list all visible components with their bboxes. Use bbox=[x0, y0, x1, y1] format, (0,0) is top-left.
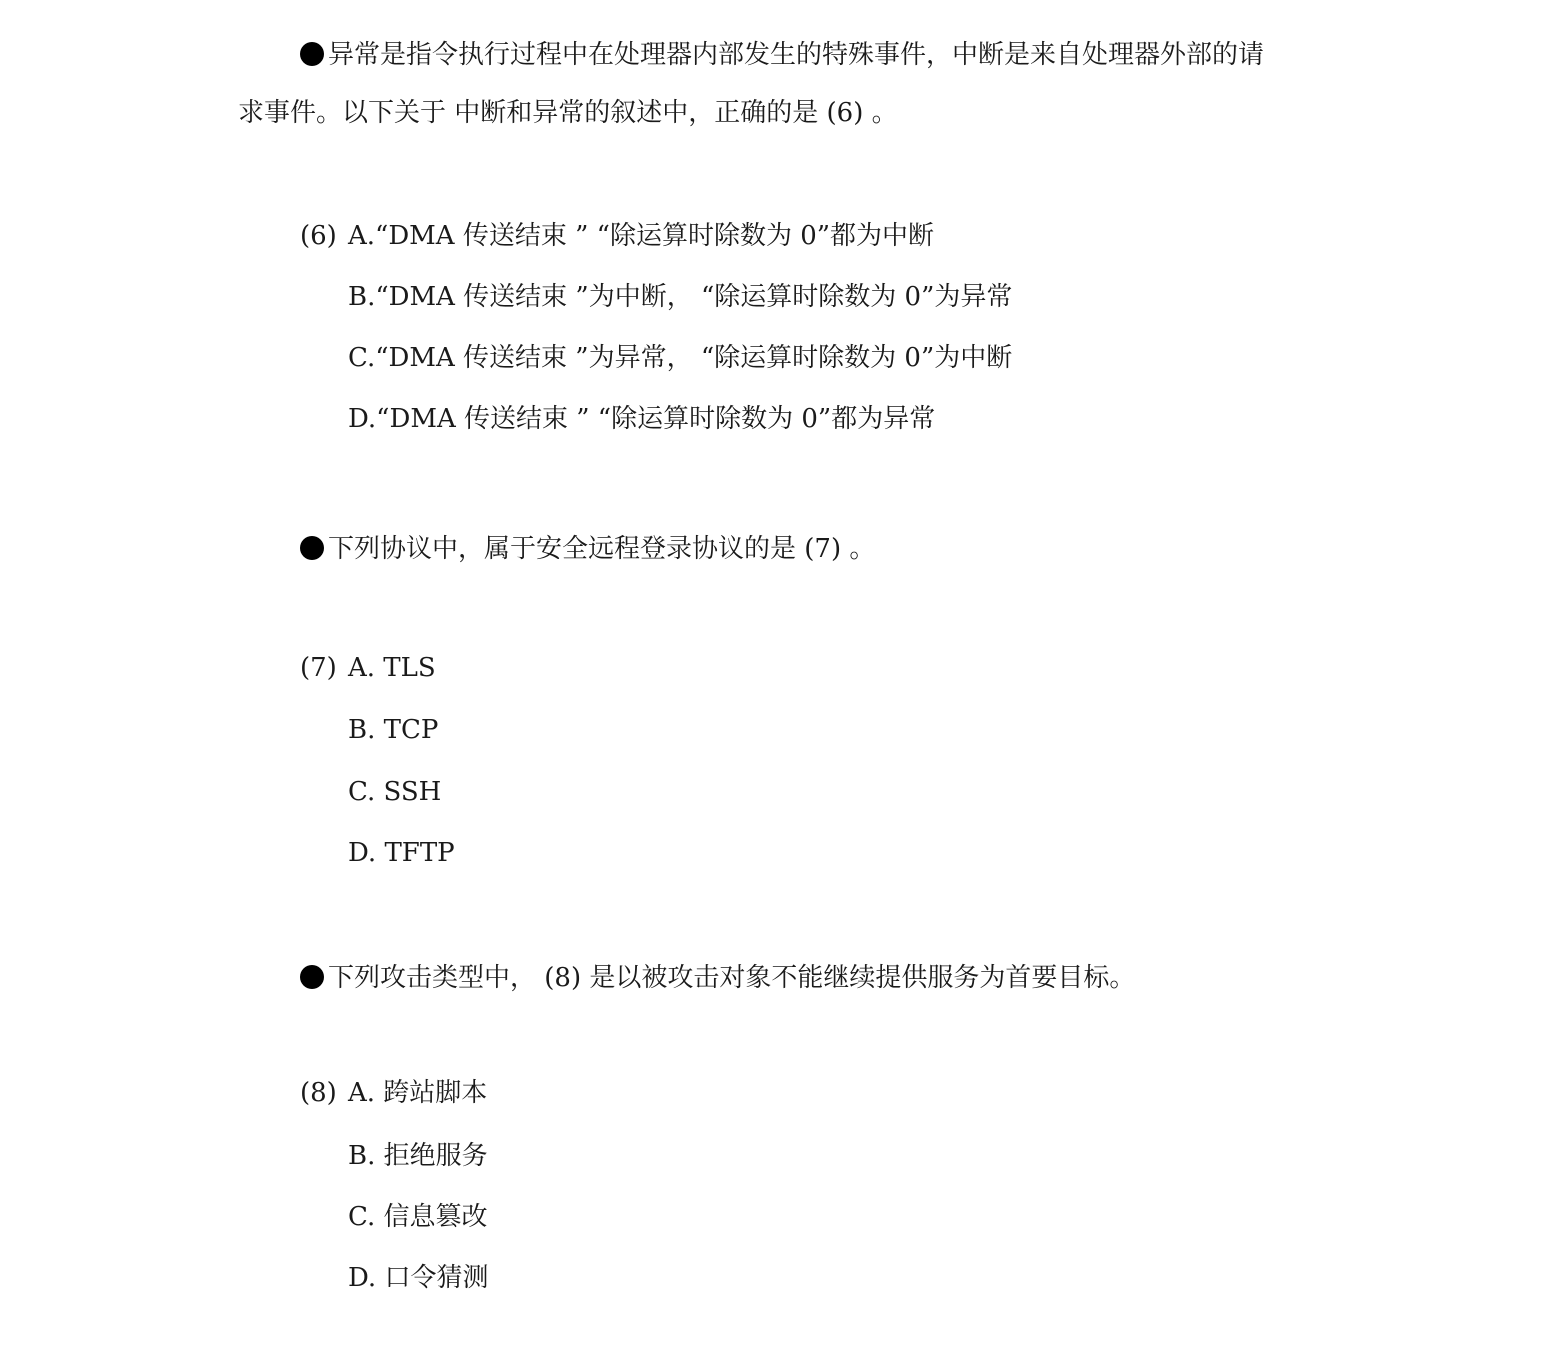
question-6-label: (6) bbox=[300, 221, 337, 251]
bullet-icon bbox=[300, 42, 324, 66]
question-7-option-b: B. TCP bbox=[348, 715, 439, 745]
bullet-icon bbox=[300, 536, 324, 560]
question-6-stem-line2: 求事件。以下关于 中断和异常的叙述中，正确的是 (6) 。 bbox=[238, 98, 898, 128]
question-6-option-c: C.“DMA 传送结束 ”为异常， “除运算时除数为 0”为中断 bbox=[348, 343, 1013, 373]
question-6-option-b: B.“DMA 传送结束 ”为中断， “除运算时除数为 0”为异常 bbox=[348, 282, 1013, 312]
question-6-option-a: A.“DMA 传送结束 ” “除运算时除数为 0”都为中断 bbox=[348, 221, 935, 251]
question-6-option-d: D.“DMA 传送结束 ” “除运算时除数为 0”都为异常 bbox=[348, 404, 936, 434]
question-8-stem: 下列攻击类型中， (8) 是以被攻击对象不能继续提供服务为首要目标。 bbox=[300, 961, 1135, 995]
question-7-stem: 下列协议中，属于安全远程登录协议的是 (7) 。 bbox=[300, 532, 875, 566]
question-7-option-a: A. TLS bbox=[348, 653, 436, 683]
question-8-option-a: A. 跨站脚本 bbox=[348, 1078, 488, 1108]
question-6-stem-line1: 异常是指令执行过程中在处理器内部发生的特殊事件，中断是来自处理器外部的请 bbox=[300, 38, 1264, 72]
question-8-label: (8) bbox=[300, 1078, 337, 1108]
question-7-label: (7) bbox=[300, 653, 337, 683]
question-7-option-d: D. TFTP bbox=[348, 838, 455, 868]
question-8-option-b: B. 拒绝服务 bbox=[348, 1141, 488, 1171]
question-8-option-c: C. 信息篡改 bbox=[348, 1202, 488, 1232]
question-7-option-c: C. SSH bbox=[348, 777, 442, 807]
question-8-option-d: D. 口令猜测 bbox=[348, 1263, 489, 1293]
bullet-icon bbox=[300, 965, 324, 989]
